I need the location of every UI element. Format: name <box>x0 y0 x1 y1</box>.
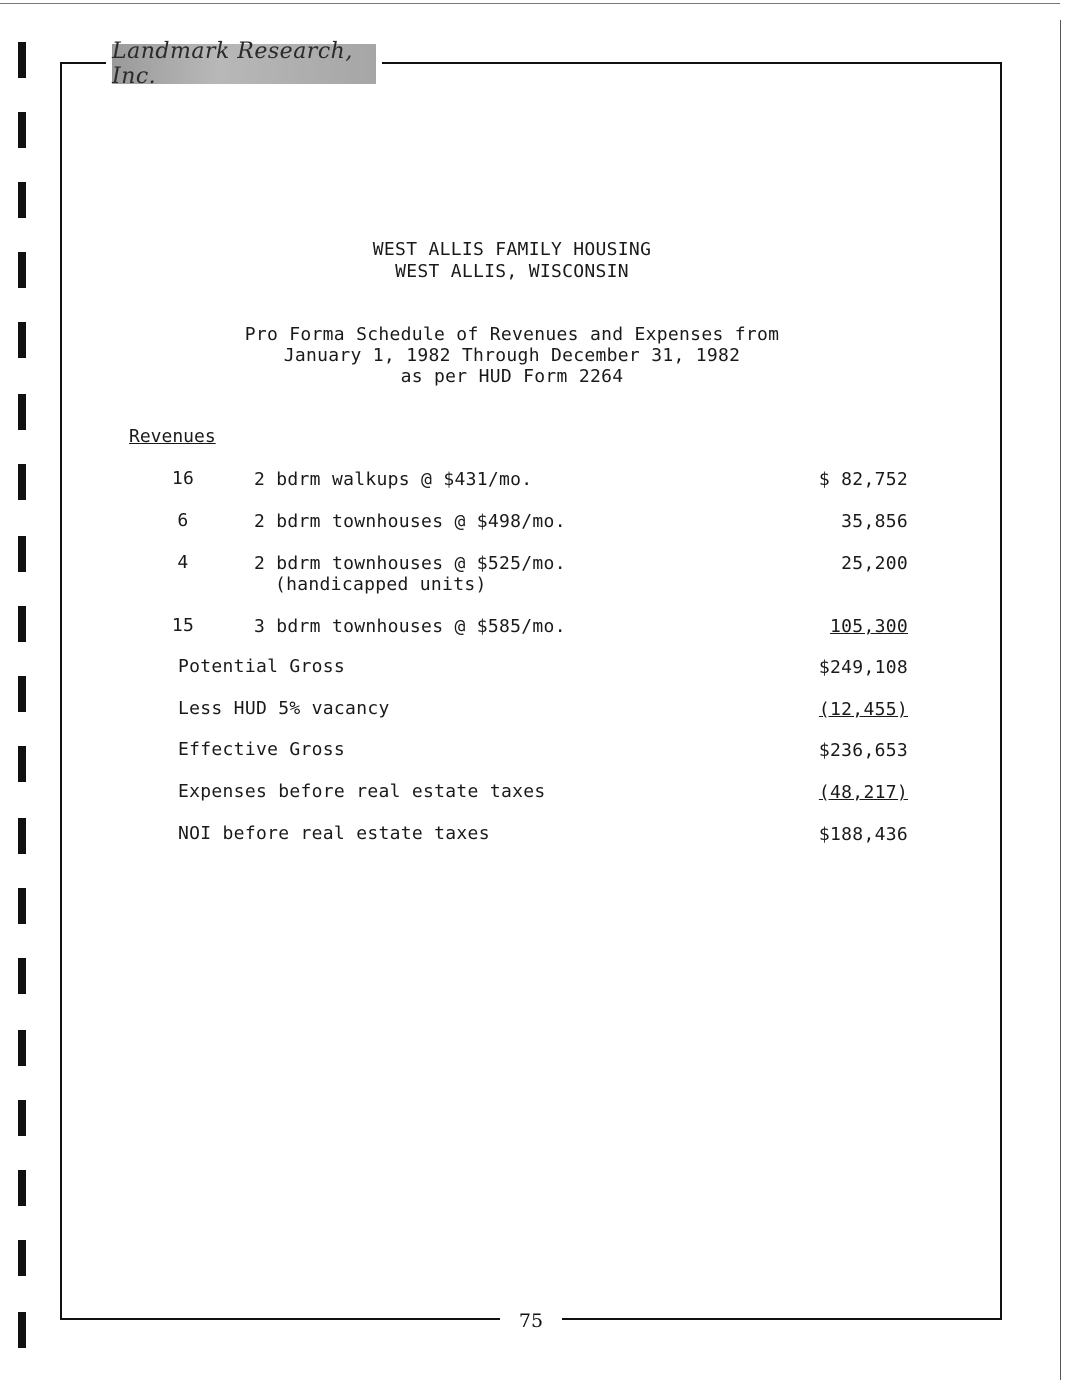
unit-revenue-amount: 105,300 <box>830 616 908 637</box>
revenues-heading: Revenues <box>129 426 216 447</box>
summary-label: Effective Gross <box>178 739 346 760</box>
frame-border-bottom <box>562 1318 1002 1320</box>
summary-label: Potential Gross <box>178 656 346 677</box>
binder-mark <box>18 818 26 854</box>
summary-amount: $249,108 <box>818 657 908 678</box>
binder-mark <box>18 394 26 430</box>
binder-mark <box>18 1240 26 1276</box>
binder-mark <box>18 606 26 642</box>
binder-mark <box>18 746 26 782</box>
binder-mark <box>18 1100 26 1136</box>
unit-note: (handicapped units) <box>275 574 487 595</box>
schedule-period: January 1, 1982 Through December 31, 1982 <box>283 345 741 366</box>
page-edge-right <box>1060 20 1061 1380</box>
unit-description: 2 bdrm walkups @ $431/mo. <box>254 469 533 490</box>
unit-revenue-amount: 25,200 <box>841 553 908 574</box>
document-location: WEST ALLIS, WISCONSIN <box>395 261 629 282</box>
frame-border-top <box>60 62 106 64</box>
unit-revenue-amount: 35,856 <box>841 511 908 532</box>
binder-mark <box>18 464 26 500</box>
unit-description: 2 bdrm townhouses @ $525/mo. <box>254 553 566 574</box>
schedule-title: Pro Forma Schedule of Revenues and Expenses from <box>244 324 780 345</box>
document-title: WEST ALLIS FAMILY HOUSING <box>372 239 652 260</box>
unit-revenue-amount: $ 82,752 <box>818 469 908 490</box>
binder-mark <box>18 112 26 148</box>
unit-description: 2 bdrm townhouses @ $498/mo. <box>254 511 566 532</box>
company-logo: Landmark Research, Inc. <box>112 44 376 84</box>
summary-label: Expenses before real estate taxes <box>178 781 546 802</box>
summary-amount: (12,455) <box>818 699 908 720</box>
binder-mark <box>18 1030 26 1066</box>
page-number: 75 <box>518 1310 544 1332</box>
binder-mark <box>18 182 26 218</box>
summary-label: Less HUD 5% vacancy <box>178 698 390 719</box>
unit-count: 4 <box>177 552 189 573</box>
binder-mark <box>18 958 26 994</box>
unit-description: 3 bdrm townhouses @ $585/mo. <box>254 616 566 637</box>
summary-amount: $188,436 <box>818 824 908 845</box>
binder-mark <box>18 1312 26 1348</box>
unit-count: 6 <box>177 510 189 531</box>
binder-mark <box>18 676 26 712</box>
binder-mark <box>18 42 26 78</box>
summary-label: NOI before real estate taxes <box>178 823 490 844</box>
binder-mark <box>18 1170 26 1206</box>
binder-mark <box>18 888 26 924</box>
frame-border-top <box>382 62 1002 64</box>
unit-count: 16 <box>171 468 195 489</box>
page-edge-top <box>0 3 1060 4</box>
unit-count: 15 <box>171 615 195 636</box>
summary-amount: (48,217) <box>818 782 908 803</box>
frame-border-bottom <box>60 1318 500 1320</box>
binder-mark <box>18 536 26 572</box>
summary-amount: $236,653 <box>818 740 908 761</box>
schedule-form-reference: as per HUD Form 2264 <box>400 366 624 387</box>
